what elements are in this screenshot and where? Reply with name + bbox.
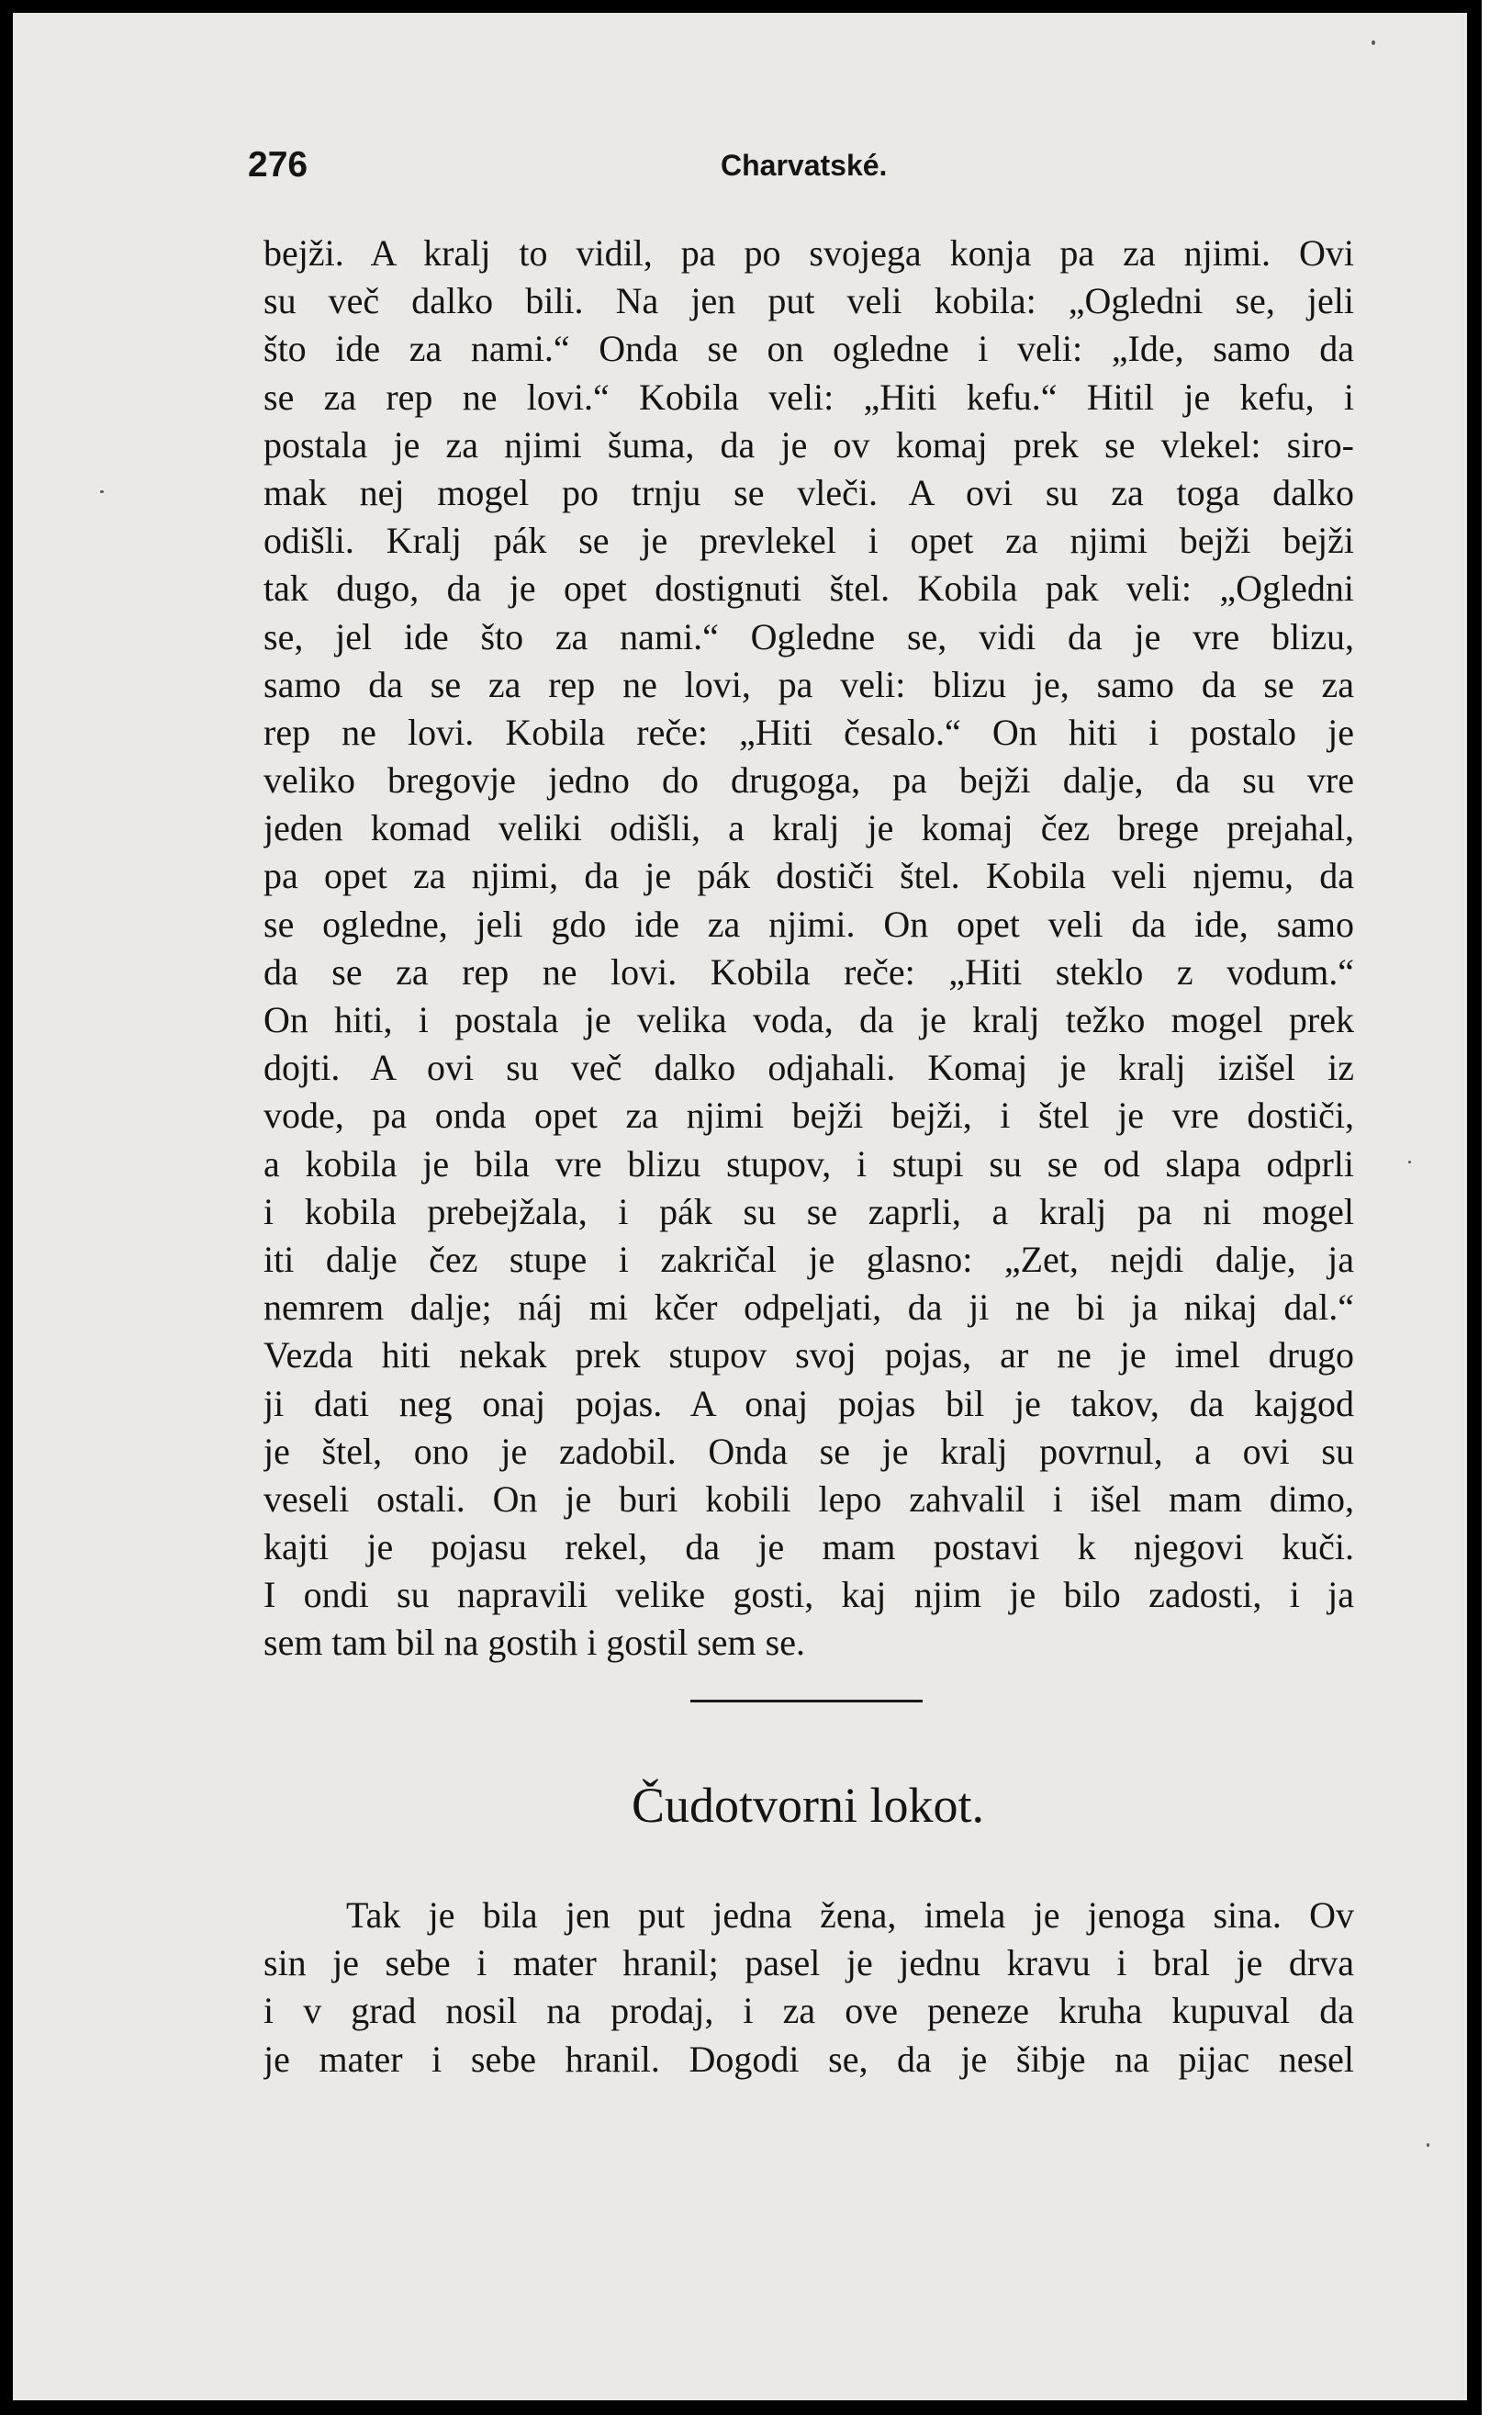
text-line: se ogledne, jeli gdo ide za njimi. On opet veli da ide, samo: [263, 903, 1354, 945]
text-line: ji dati neg onaj pojas. A onaj pojas bil je takov, da kajgod: [263, 1382, 1354, 1424]
ink-speck: [100, 490, 104, 493]
ink-speck: [1372, 40, 1375, 45]
text-line: i v grad nosil na prodaj, i za ove peneze kruha kupuval da: [263, 1990, 1354, 2032]
text-line: se za rep ne lovi.“ Kobila veli: „Hiti kefu.“ Hitil je kefu, i: [263, 376, 1354, 418]
page-number: 276: [248, 145, 308, 185]
text-line: da se za rep ne lovi. Kobila reče: „Hiti steklo z vodum.“: [263, 950, 1354, 993]
text-line: Tak je bila jen put jedna žena, imela je jenoga sina. Ov: [346, 1894, 1354, 1936]
text-line: veseli ostali. On je buri kobili lepo zahvalil i išel mam dimo,: [263, 1477, 1354, 1520]
text-line: veliko bregovje jedno do drugoga, pa bejži dalje, da su vre: [263, 759, 1354, 802]
text-line: samo da se za rep ne lovi, pa veli: blizu je, samo da se za: [263, 663, 1354, 705]
text-line: dojti. A ovi su več dalko odjahali. Komaj je kralj izišel iz: [263, 1047, 1354, 1089]
text-line: kajti je pojasu rekel, da je mam postavi k njegovi kuči.: [263, 1526, 1354, 1568]
text-line: iti dalje čez stupe i zakričal je glasno: „Zet, nejdi dalje, ja: [263, 1238, 1354, 1280]
text-line: je štel, ono je zadobil. Onda se je kralj povrnul, a ovi su: [263, 1430, 1354, 1472]
text-line: postala je za njimi šuma, da je ov komaj prek se vlekel: siro-: [263, 423, 1354, 466]
text-line: sin je sebe i mater hranil; pasel je jednu kravu i bral je drva: [263, 1942, 1354, 1984]
margin-strip: [1482, 0, 1512, 2415]
text-line: što ide za nami.“ Onda se on ogledne i veli: „Ide, samo da: [263, 328, 1354, 370]
text-line: mak nej mogel po trnju se vleči. A ovi su za toga dalko: [263, 471, 1354, 513]
text-line: jeden komad veliki odišli, a kralj je komaj čez brege prejahal,: [263, 807, 1354, 849]
text-line: i kobila prebejžala, i pák su se zaprli, a kralj pa ni mogel: [263, 1190, 1354, 1232]
ink-speck: [1427, 2143, 1429, 2147]
text-line: je mater i sebe hranil. Dogodi se, da je šibje na pijac nesel: [263, 2038, 1354, 2080]
running-head: Charvatské.: [721, 149, 888, 182]
text-line: On hiti, i postala je velika voda, da je kralj težko mogel prek: [263, 999, 1354, 1040]
text-line: rep ne lovi. Kobila reče: „Hiti česalo.“ On hiti i postalo je: [263, 711, 1354, 753]
page-header: [248, 145, 1359, 191]
section-divider: [690, 1700, 923, 1702]
text-line: sem tam bil na gostih i gostil sem se.: [263, 1622, 805, 1664]
text-line: odišli. Kralj pák se je prevlekel i opet za njimi bejži bejži: [263, 520, 1354, 562]
text-line: a kobila je bila vre blizu stupov, i stupi su se od slapa odprli: [263, 1142, 1354, 1185]
text-line: vode, pa onda opet za njimi bejži bejži, i štel je vre dostiči,: [263, 1095, 1354, 1137]
text-line: pa opet za njimi, da je pák dostiči štel. Kobila veli njemu, da: [263, 855, 1354, 897]
text-line: se, jel ide što za nami.“ Ogledne se, vidi da je vre blizu,: [263, 615, 1354, 657]
body-text: [263, 230, 1354, 1668]
text-line: nemrem dalje; náj mi kčer odpeljati, da ji ne bi ja nikaj dal.“: [263, 1286, 1354, 1329]
text-line: I ondi su napravili velike gosti, kaj njim je bilo zadosti, i ja: [263, 1574, 1354, 1616]
text-line: Vezda hiti nekak prek stupov svoj pojas, ar ne je imel drugo: [263, 1334, 1354, 1376]
ink-speck: [1408, 1161, 1411, 1163]
story-title: Čudotvorni lokot.: [631, 1778, 984, 1833]
text-line: bejži. A kralj to vidil, pa po svojega konja pa za njimi. Ovi: [263, 232, 1354, 274]
text-line: tak dugo, da je opet dostignuti štel. Kobila pak veli: „Ogledni: [263, 567, 1354, 610]
text-line: su več dalko bili. Na jen put veli kobila: „Ogledni se, jeli: [263, 280, 1354, 322]
story-text: [263, 1892, 1354, 2084]
